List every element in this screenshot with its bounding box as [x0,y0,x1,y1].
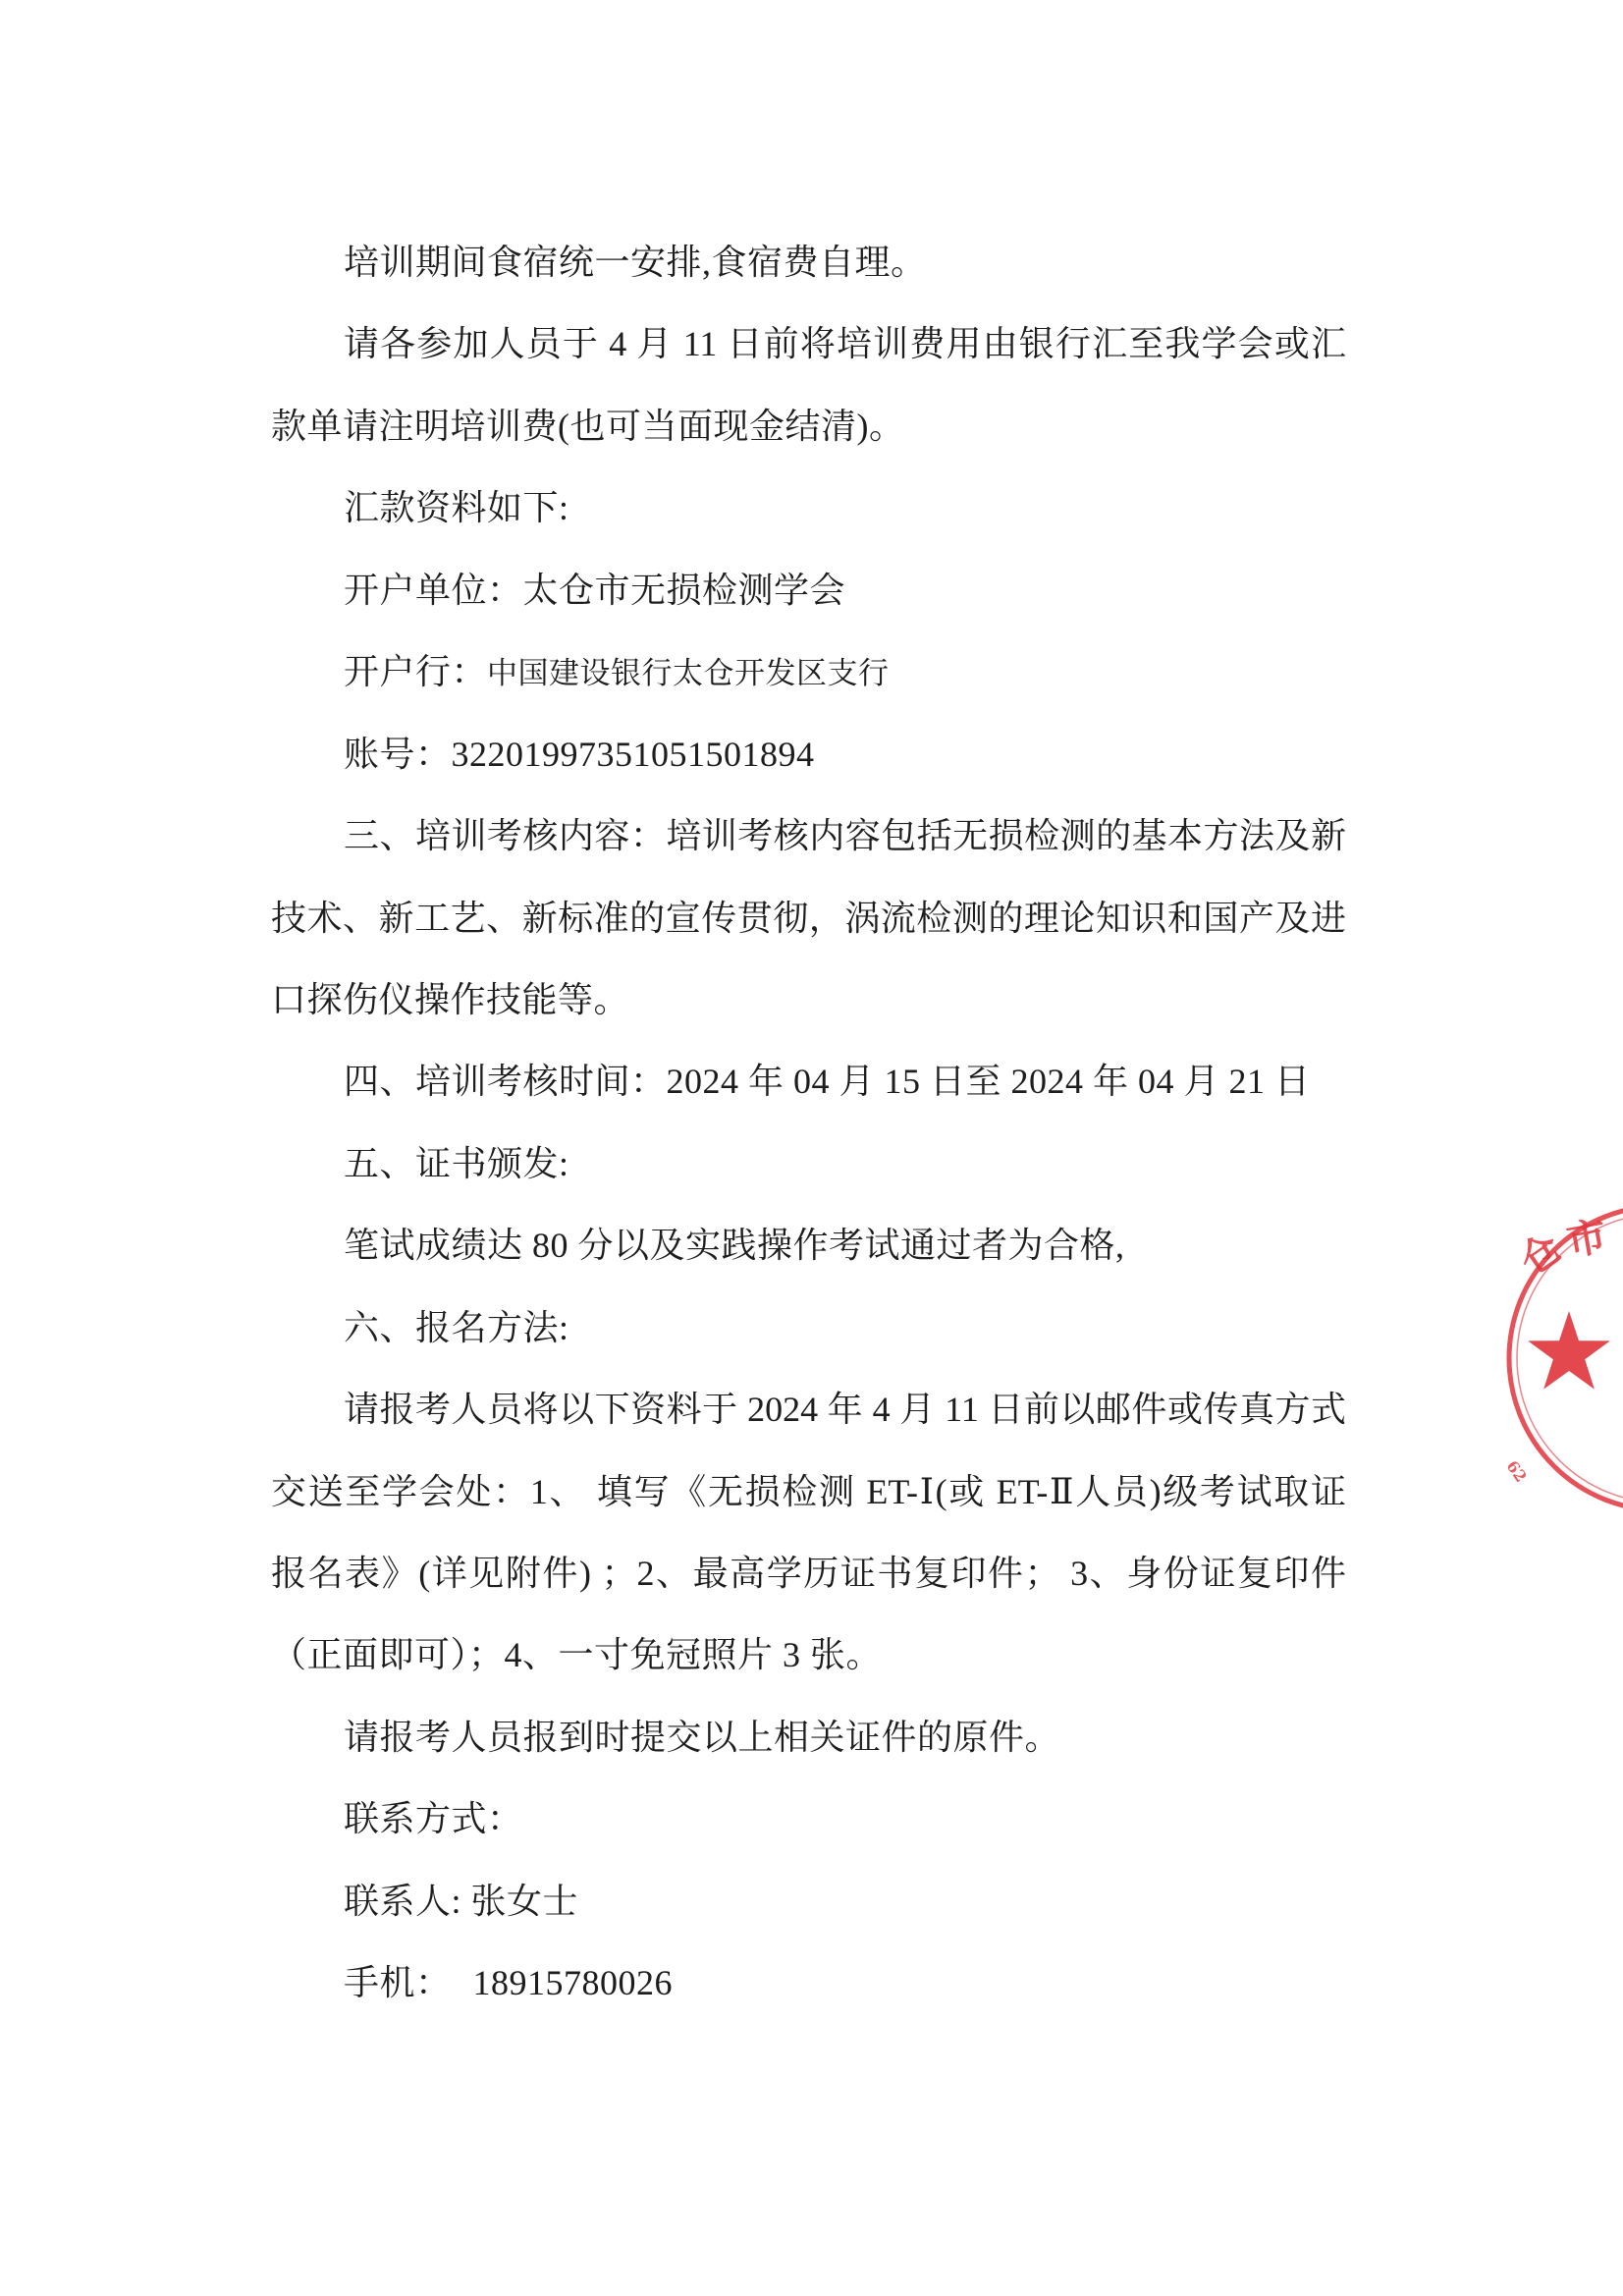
section-5-text: 笔试成绩达 80 分以及实践操作考试通过者为合格, [344,1226,1125,1266]
section-6-heading: 六、报名方法: [344,1307,569,1347]
paragraph-payment-line: 款单请注明培训费(也可当面现金结清)。 [271,406,905,446]
section-6-line: 交送至学会处：1、 填写《无损检测 ET-Ⅰ(或 ET-Ⅱ人员)级考试取证 [271,1471,1346,1511]
contact-heading: 联系方式： [344,1799,523,1839]
contact-phone [271,1942,1346,2024]
seal-character: 市 [1563,1212,1610,1266]
phone-label: 手机： [344,1963,452,2003]
bank-name: 中国建设银行太仓开发区支行 [487,656,890,691]
section-5-heading: 五、证书颁发: [344,1143,569,1183]
document-body [271,222,1346,2025]
account-number: 账号：32201997351051501894 [344,734,815,774]
section-3-line: 技术、新工艺、新标准的宣传贯彻，涡流检测的理论知识和国产及进 [271,898,1346,938]
remittance-heading: 汇款资料如下: [344,488,569,528]
section-4-schedule: 四、培训考核时间：2024 年 04 月 15 日至 2024 年 04 月 21 日 [344,1062,1311,1102]
star-icon [1528,1311,1610,1390]
official-seal [1473,1198,1623,1522]
contact-person: 联系人: 张女士 [344,1881,579,1921]
section-3-line: 三、培训考核内容：培训考核内容包括无损检测的基本方法及新 [344,816,1346,856]
section-6-note: 请报考人员报到时提交以上相关证件的原件。 [344,1717,1061,1757]
section-6-line: （正面即可）；4、一寸免冠照片 3 张。 [271,1635,883,1675]
bank-line [271,631,1346,713]
phone-number: 18915780026 [472,1963,674,2003]
section-6-line: 报名表》(详见附件) ；2、最高学历证书复印件； 3、身份证复印件 [271,1554,1346,1593]
section-6-line: 请报考人员将以下资料于 2024 年 4 月 11 日前以邮件或传真方式 [344,1390,1346,1430]
section-3-line: 口探伤仪操作技能等。 [271,979,630,1019]
account-holder: 开户单位：太仓市无损检测学会 [344,570,846,610]
paragraph-accommodation: 培训期间食宿统一安排,食宿费自理。 [344,243,927,282]
paragraph-payment-line: 请各参加人员于 4 月 11 日前将培训费用由银行汇至我学会或汇 [344,324,1346,364]
bank-label: 开户行： [344,652,488,692]
seal-character: 仓 [1510,1224,1570,1285]
seal-number: 62 [1502,1456,1531,1486]
